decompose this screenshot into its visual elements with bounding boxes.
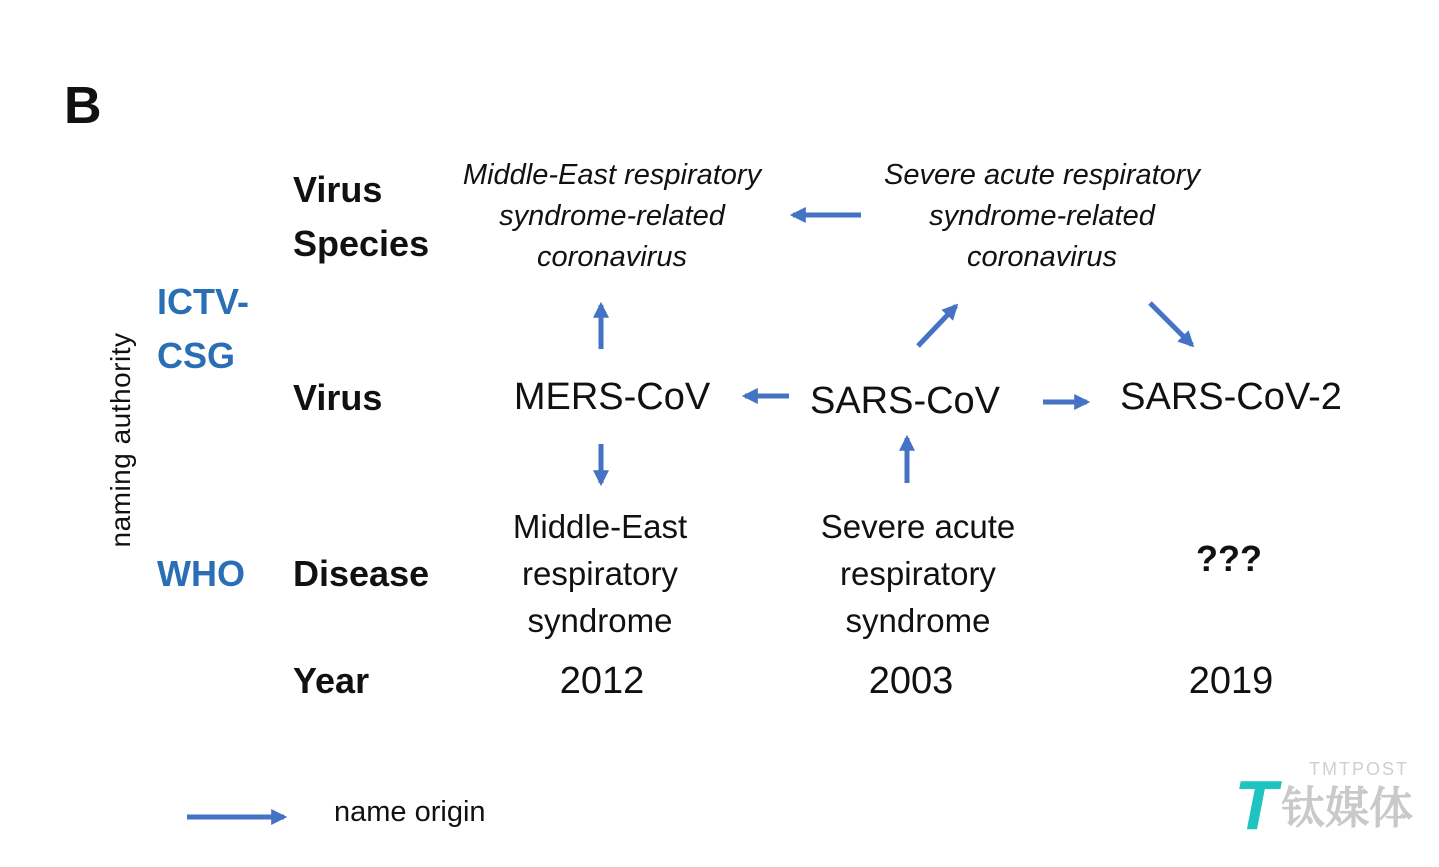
disease-mers-line1: Middle-East (512, 508, 688, 545)
row-header-virus-species-line2: Species (293, 223, 430, 264)
legend-text: name origin (334, 796, 486, 828)
species-sars-line3: coronavirus (967, 241, 1117, 273)
species-mers-line2: syndrome-related (499, 200, 725, 232)
species-mers-line1: Middle-East respiratory (462, 159, 762, 191)
virus-sars-cov: SARS-CoV (809, 380, 1001, 422)
authority-ictv-line2: CSG (157, 335, 236, 376)
arrow-sars-virus-to-sars-species (918, 306, 956, 346)
disease-unknown: ??? (1196, 538, 1262, 579)
disease-sars-line1: Severe acute (820, 508, 1016, 545)
year-2012: 2012 (559, 660, 645, 702)
year-2003: 2003 (868, 660, 954, 702)
year-2019: 2019 (1188, 660, 1274, 702)
virus-mers-cov: MERS-CoV (513, 376, 711, 418)
virus-sars-cov-2: SARS-CoV-2 (1120, 376, 1342, 418)
axis-label-naming-authority: naming authority (105, 332, 136, 548)
watermark-small-text: TMTPOST (1309, 759, 1409, 779)
authority-who: WHO (157, 553, 245, 594)
disease-sars-line3: syndrome (845, 602, 991, 639)
disease-sars-line2: respiratory (840, 555, 996, 592)
species-sars-line2: syndrome-related (929, 200, 1155, 232)
row-header-disease: Disease (293, 553, 430, 594)
row-header-virus: Virus (293, 377, 383, 418)
disease-mers-line2: respiratory (522, 555, 678, 592)
panel-label: B (64, 77, 102, 135)
row-header-year: Year (293, 660, 370, 701)
arrow-sars-species-to-sars-cov-2 (1150, 303, 1192, 345)
species-mers-line3: coronavirus (537, 241, 687, 273)
row-header-virus-species-line1: Virus (293, 169, 383, 210)
disease-mers-line3: syndrome (527, 602, 673, 639)
watermark-text: 钛媒体 (1281, 784, 1413, 833)
watermark-logo-letter: T (1234, 766, 1277, 844)
watermark-logo (1234, 759, 1413, 845)
authority-ictv-line1: ICTV- (157, 281, 250, 322)
species-sars-line1: Severe acute respiratory (884, 159, 1200, 191)
